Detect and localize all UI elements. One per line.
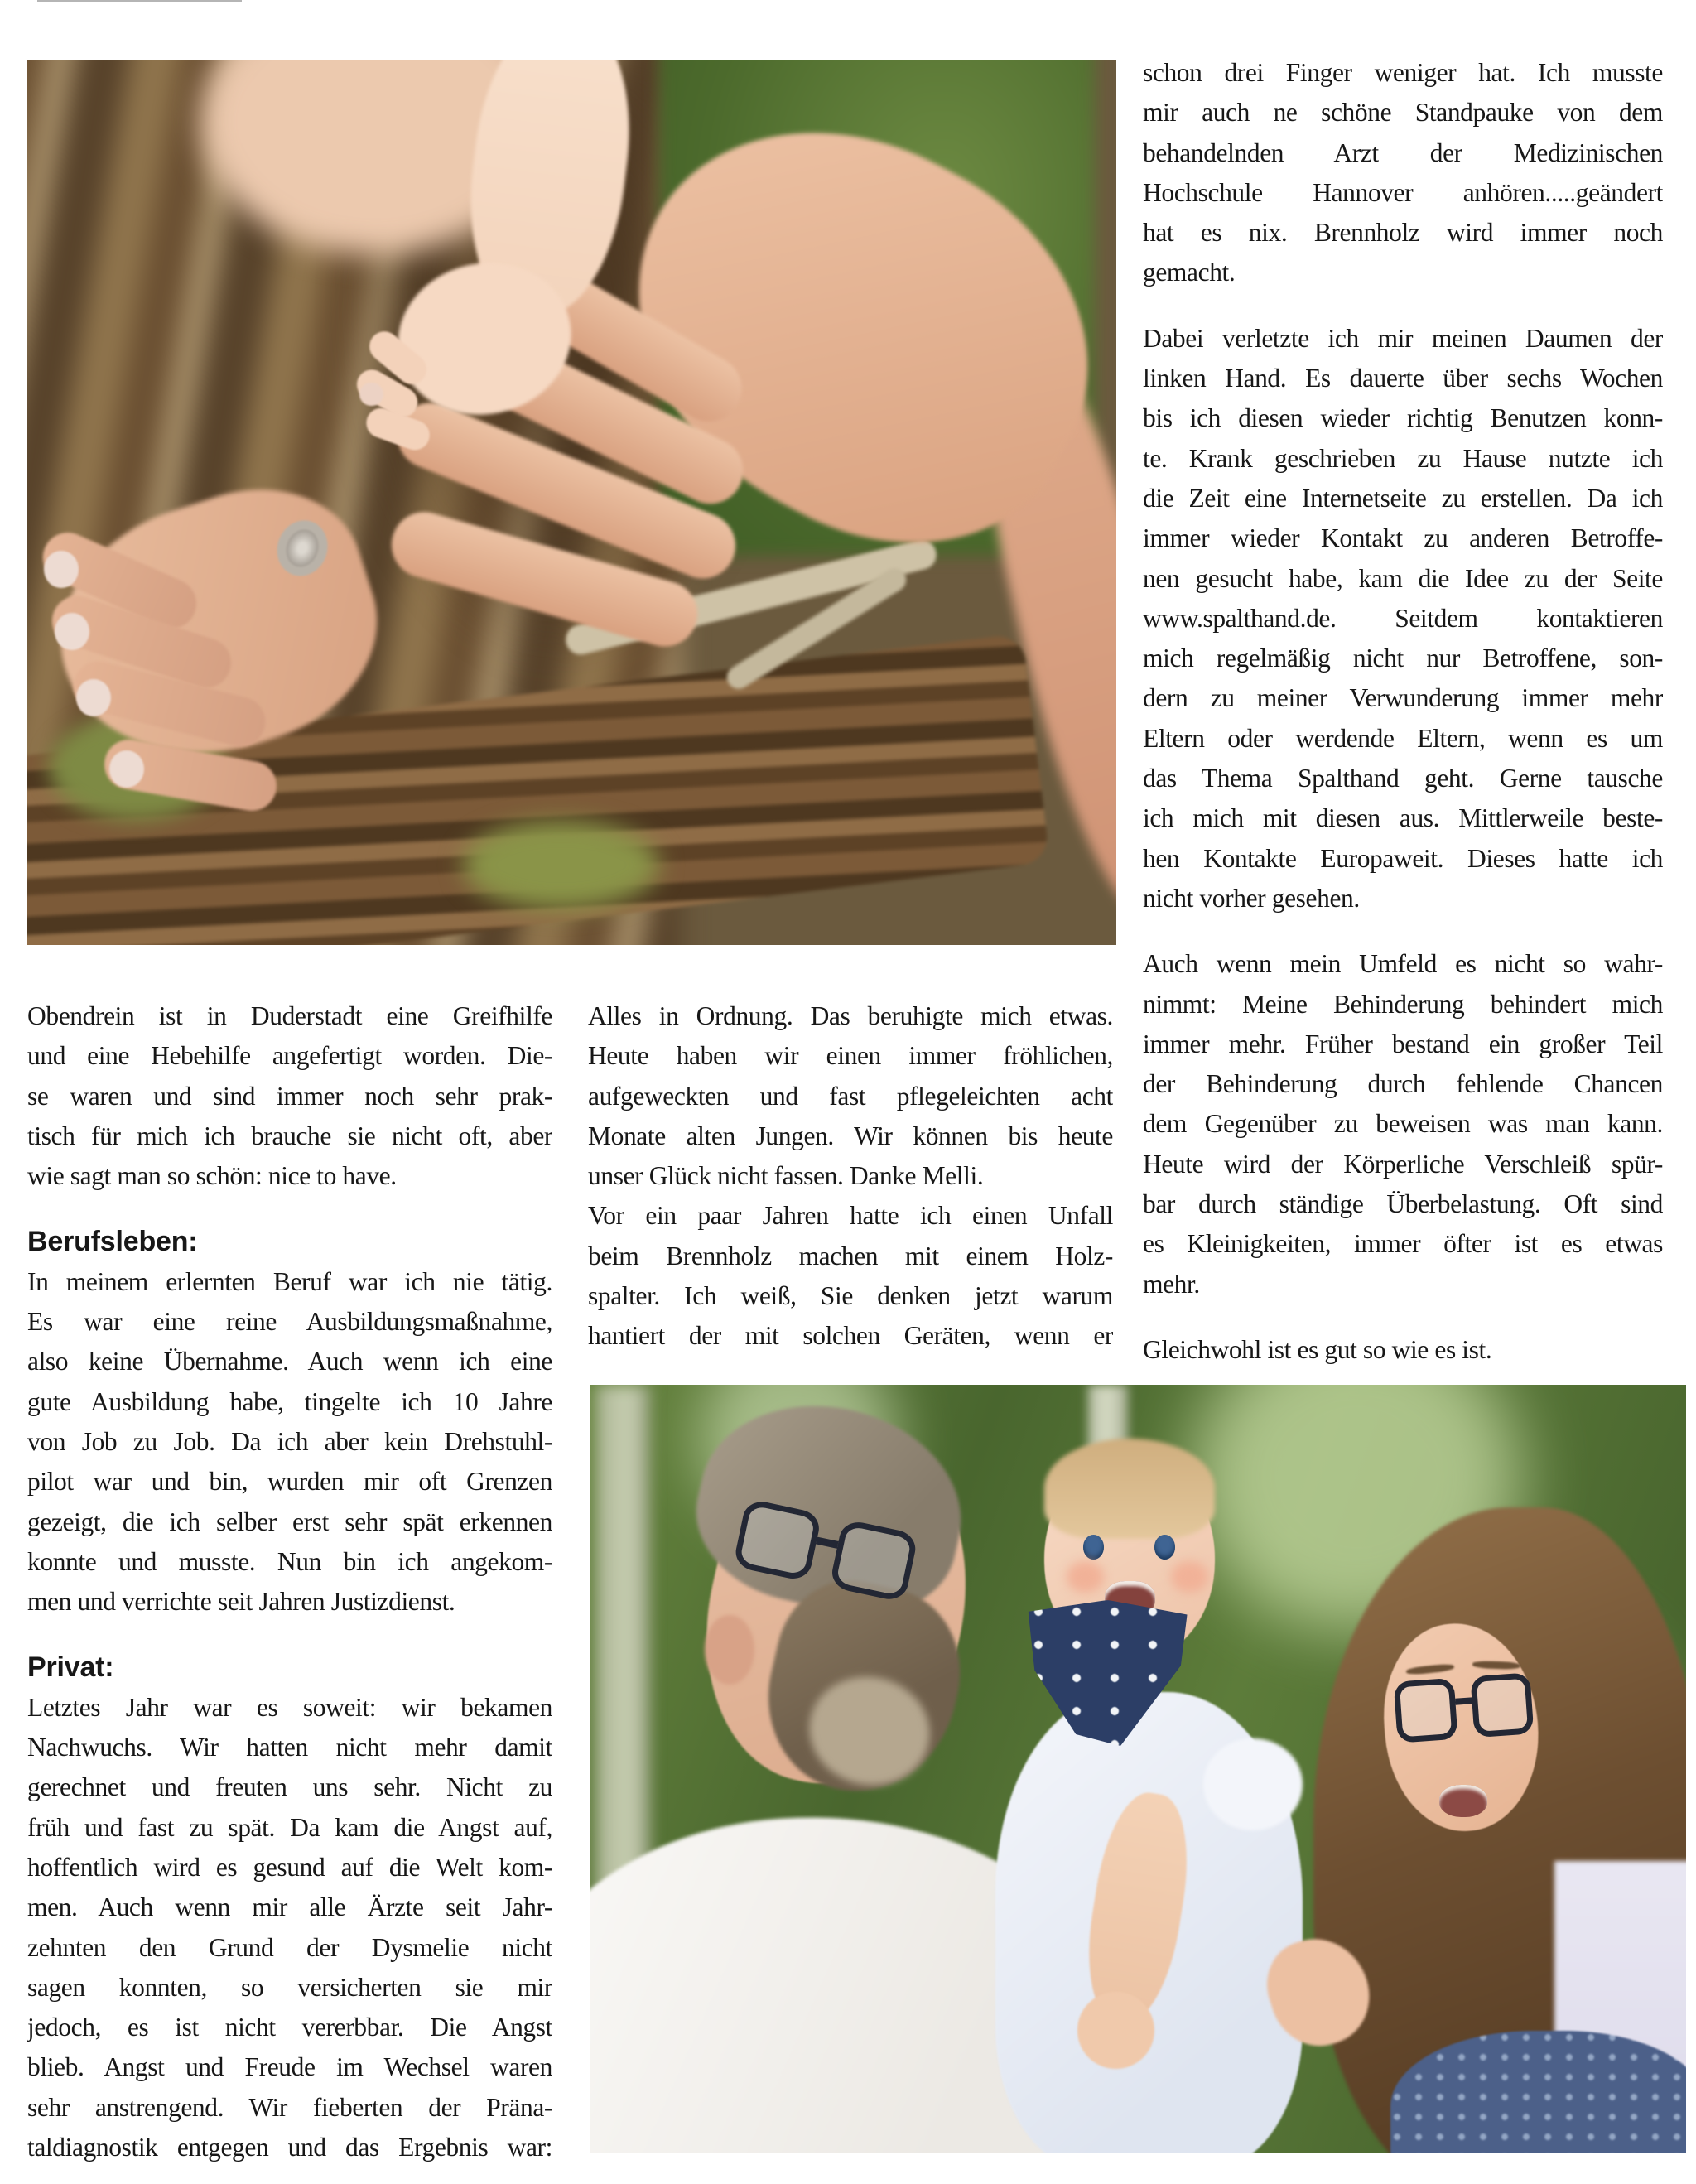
- text-line: hen Kontakte Europaweit. Dieses hatte ich: [1143, 843, 1663, 873]
- text-line: von Job zu Job. Da ich aber kein Drehstuhl-: [27, 1426, 552, 1456]
- family-portrait-photo: [590, 1385, 1686, 2153]
- text-line: es Kleinigkeiten, immer öfter ist es etwas: [1143, 1229, 1663, 1259]
- text-line: gerechnet und freuten uns sehr. Nicht zu: [27, 1772, 552, 1802]
- text-line: Alles in Ordnung. Das beruhigte mich etwas.: [588, 1001, 1113, 1030]
- text-line: Vor ein paar Jahren hatte ich einen Unfall: [588, 1201, 1113, 1231]
- text-line: In meinem erlernten Beruf war ich nie tätig.: [27, 1266, 552, 1296]
- text-line: spalter. Ich weiß, Sie denken jetzt warum: [588, 1281, 1113, 1311]
- text-line: dern zu meiner Verwunderung immer mehr: [1143, 683, 1663, 713]
- text-line: hat es nix. Brennholz wird immer noch: [1143, 218, 1663, 248]
- section-heading: Berufsleben:: [27, 1226, 198, 1258]
- text-line: gute Ausbildung habe, tingelte ich 10 Jahre: [27, 1386, 552, 1416]
- baby-eye: [1083, 1535, 1104, 1560]
- paragraph: [27, 1688, 552, 2168]
- paragraph: [27, 1262, 552, 1622]
- baby-cheek: [1067, 1561, 1104, 1592]
- glasses-bridge: [816, 1537, 838, 1548]
- text-line: der Behinderung durch fehlende Chancen: [1143, 1069, 1663, 1099]
- text-line: sagen konnten, so versicherten sie mir: [27, 1972, 552, 2002]
- baby-cheek: [1171, 1561, 1208, 1592]
- text-line: te. Krank geschrieben zu Hause nutzte ich: [1143, 443, 1663, 473]
- text-line: jedoch, es ist nicht vererbbar. Die Angst: [27, 2013, 552, 2042]
- text-line: früh und fast zu spät. Da kam die Angst auf,: [27, 1812, 552, 1842]
- text-line: linken Hand. Es dauerte über sechs Wochen: [1143, 364, 1663, 393]
- text-line: behandelnden Arzt der Medizinischen: [1143, 137, 1663, 167]
- paragraph: [1143, 1330, 1663, 1370]
- text-line: beim Brennholz machen mit einem Holz-: [588, 1241, 1113, 1270]
- text-line: ich mich mit diesen aus. Mittlerweile beste-: [1143, 803, 1663, 833]
- text-line: Hochschule Hannover anhören.....geändert: [1143, 177, 1663, 207]
- baby-sleeve: [1203, 1738, 1302, 1830]
- text-line: mich regelmäßig nicht nur Betroffene, son-: [1143, 644, 1663, 673]
- text-column-middle: [588, 996, 1113, 1357]
- father-ear: [705, 1615, 754, 1685]
- section-heading: Privat:: [27, 1651, 114, 1684]
- text-line: unser Glück nicht fassen. Danke Melli.: [588, 1161, 984, 1191]
- text-line: Eltern oder werdende Eltern, wenn es um: [1143, 723, 1663, 753]
- text-line: mehr.: [1143, 1269, 1200, 1299]
- text-line: schon drei Finger weniger hat. Ich musste: [1143, 58, 1663, 87]
- text-line: die Zeit eine Internetseite zu erstellen. Da ich: [1143, 483, 1663, 513]
- fingernail: [109, 750, 144, 788]
- page-top-partial-rule: [37, 0, 242, 2]
- mother-smile: [1439, 1785, 1487, 1817]
- text-line: mir auch ne schöne Standpauke von dem: [1143, 98, 1663, 128]
- text-line: aufgeweckten und fast pflegeleichten acht: [588, 1081, 1113, 1111]
- text-line: und eine Hebehilfe angefertigt worden. Die-: [27, 1041, 552, 1071]
- text-line: bar durch ständige Überbelastung. Oft sind: [1143, 1189, 1663, 1219]
- glasses-lens: [1394, 1677, 1458, 1743]
- text-line: taldiagnostik entgegen und das Ergebnis war:: [27, 2133, 552, 2162]
- glasses-bridge: [1455, 1697, 1472, 1704]
- text-line: Heute wird der Körperliche Verschleiß spür-: [1143, 1149, 1663, 1179]
- text-line: Obendrein ist in Duderstadt eine Greifhilfe: [27, 1001, 552, 1030]
- text-line: konnte und musste. Nun bin ich angekom-: [27, 1546, 552, 1576]
- text-line: nimmt: Meine Behinderung behindert mich: [1143, 989, 1663, 1019]
- baby-hand: [1077, 1992, 1154, 2069]
- text-line: blieb. Angst und Freude im Wechsel waren: [27, 2052, 552, 2082]
- text-column-right: [1143, 53, 1663, 1370]
- text-line: immer mehr. Früher bestand ein großer Teil: [1143, 1029, 1663, 1058]
- moss-patch: [463, 821, 659, 909]
- text-line: gemacht.: [1143, 258, 1236, 287]
- text-line: pilot war und bin, wurden mir oft Grenzen: [27, 1467, 552, 1497]
- text-line: www.spalthand.de. Seitdem kontaktieren: [1143, 603, 1663, 633]
- hands-on-log-photo: [27, 60, 1116, 945]
- text-line: nen gesucht habe, kam die Idee zu der Seite: [1143, 563, 1663, 593]
- text-line: Monate alten Jungen. Wir können bis heute: [588, 1121, 1113, 1150]
- paragraph: [1143, 319, 1663, 918]
- baby-hair: [1044, 1439, 1214, 1539]
- paragraph: [588, 1196, 1113, 1356]
- glasses-lens: [1470, 1672, 1535, 1738]
- text-line: tisch für mich ich brauche sie nicht oft, aber: [27, 1121, 552, 1150]
- text-line: men und verrichte seit Jahren Justizdienst.: [27, 1587, 455, 1617]
- text-line: Es war eine reine Ausbildungsmaßnahme,: [27, 1307, 552, 1337]
- text-line: gezeigt, die ich selber erst sehr spät erkennen: [27, 1507, 552, 1536]
- text-line: wie sagt man so schön: nice to have.: [27, 1161, 397, 1191]
- baby-fingernail: [359, 383, 383, 406]
- text-line: men. Auch wenn mir alle Ärzte seit Jahr-: [27, 1892, 552, 1922]
- text-line: zehnten den Grund der Dysmelie nicht: [27, 1932, 552, 1962]
- text-line: nicht vorher gesehen.: [1143, 883, 1360, 913]
- text-line: hantiert der mit solchen Geräten, wenn er: [588, 1321, 1113, 1351]
- paragraph: [1143, 53, 1663, 293]
- text-line: also keine Übernahme. Auch wenn ich eine: [27, 1347, 552, 1376]
- paragraph: [1143, 944, 1663, 1304]
- text-column-left: [27, 996, 552, 2167]
- text-line: sehr anstrengend. Wir fieberten der Präna-: [27, 2092, 552, 2122]
- text-line: Nachwuchs. Wir hatten nicht mehr damit: [27, 1733, 552, 1762]
- text-line: Gleichwohl ist es gut so wie es ist.: [1143, 1334, 1492, 1364]
- fingernail: [44, 551, 79, 588]
- text-line: Auch wenn mein Umfeld es nicht so wahr-: [1143, 949, 1663, 979]
- text-line: immer wieder Kontakt zu anderen Betroffe-: [1143, 523, 1663, 553]
- paragraph: [588, 996, 1113, 1196]
- text-line: Dabei verletzte ich mir meinen Daumen der: [1143, 323, 1663, 353]
- text-line: Heute haben wir einen immer fröhlichen,: [588, 1041, 1113, 1071]
- baby-eye: [1154, 1535, 1175, 1560]
- fingernail: [55, 613, 89, 650]
- text-line: Letztes Jahr war es soweit: wir bekamen: [27, 1692, 552, 1722]
- paragraph: [27, 996, 552, 1196]
- text-line: dem Gegenüber zu beweisen was man kann.: [1143, 1109, 1663, 1139]
- text-line: hoffentlich wird es gesund auf die Welt kom-: [27, 1852, 552, 1882]
- mother-glasses: [1394, 1672, 1535, 1743]
- text-line: se waren und sind immer noch sehr prak-: [27, 1081, 552, 1111]
- text-line: das Thema Spalthand geht. Gerne tausche: [1143, 764, 1663, 793]
- text-line: bis ich diesen wieder richtig Benutzen konn-: [1143, 403, 1663, 433]
